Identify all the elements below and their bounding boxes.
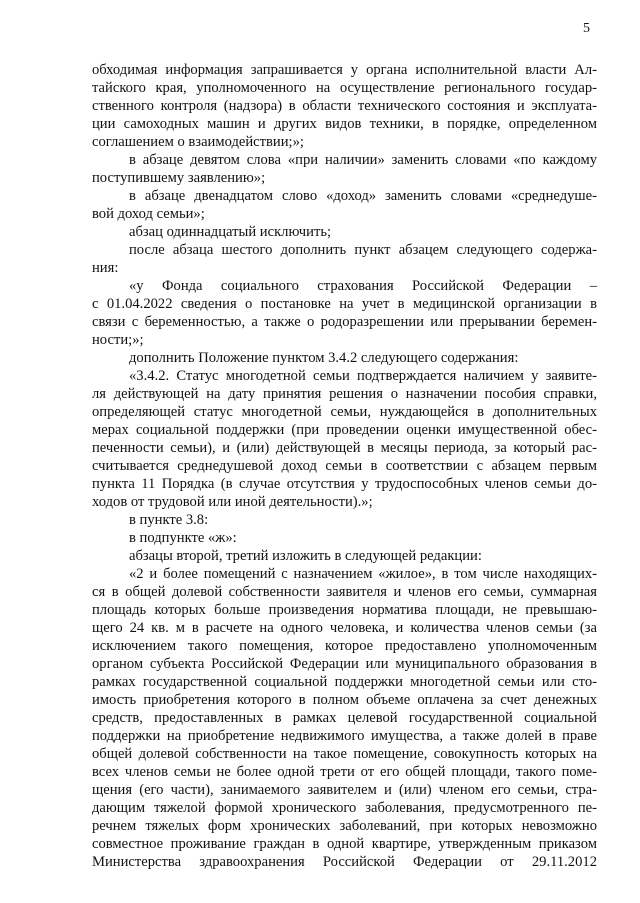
text-line: рамках государственной социальной поддержки многодетной семьи или сто-: [92, 674, 597, 690]
text-line: связи с беременностью, а также о родоразрешении или прерывании беремен-: [92, 314, 597, 330]
text-line: в абзаце девятом слова «при наличии» заменить словами «по каждому: [129, 152, 597, 168]
text-line: исключением такого помещения, которое предоставлено уполномоченным: [92, 638, 597, 654]
text-line: общей долевой собственности на такое помещение, совокупность которых на: [92, 746, 597, 762]
text-line: Министерства здравоохранения Российской Федерации от 29.11.2012: [92, 854, 597, 870]
text-line: «у Фонда социального страхования Российской Федерации –: [129, 278, 597, 294]
text-line: мерах социальной поддержки (при проведении оценки имущественной обес-: [92, 422, 597, 438]
text-line: ственного контроля (надзора) в области технического состояния и эксплуата-: [92, 98, 597, 114]
text-line: обходимая информация запрашивается у органа исполнительной власти Ал-: [92, 62, 597, 78]
text-line: соглашением о взаимодействии;»;: [92, 134, 304, 150]
text-line: щего 24 кв. м в расчете на одного человека, и количества членов семьи (за: [92, 620, 597, 636]
text-line: абзацы второй, третий изложить в следующей редакции:: [129, 548, 482, 564]
page-number: 5: [583, 21, 590, 36]
text-line: вой доход семьи»;: [92, 206, 205, 222]
text-line: считывается среднедушевой доход семьи в соответствии с абзацем первым: [92, 458, 597, 474]
text-line: поддержки на приобретение недвижимого имущества, а также долей в праве: [92, 728, 597, 744]
text-line: ции самоходных машин и других видов техники, в порядке, определенном: [92, 116, 597, 132]
text-line: с 01.04.2022 сведения о постановке на учет в медицинской организации в: [92, 296, 597, 312]
text-line: «3.4.2. Статус многодетной семьи подтверждается наличием у заявите-: [129, 368, 597, 384]
text-line: органом субъекта Российской Федерации или муниципального образования в: [92, 656, 597, 672]
text-line: ности;»;: [92, 332, 144, 348]
text-line: в подпункте «ж»:: [129, 530, 237, 546]
text-line: дополнить Положение пунктом 3.4.2 следующего содержания:: [129, 350, 519, 366]
text-line: пункта 11 Порядка (в случае отсутствия у трудоспособных членов семьи до-: [92, 476, 597, 492]
text-line: площадь которых больше произведения норматива площади, не превышаю-: [92, 602, 597, 618]
text-line: имость приобретения которого в полном объеме оплачена за счет денежных: [92, 692, 597, 708]
text-line: совместное проживание граждан в одной квартире, утвержденным приказом: [92, 836, 597, 852]
document-body: [92, 61, 597, 871]
text-line: ля действующей на дату принятия решения о назначении пособия справки,: [92, 386, 597, 402]
text-line: ходов от трудовой или иной деятельности).»;: [92, 494, 373, 510]
text-line: печенности семьи), и (или) действующей в месяцы периода, за который рас-: [92, 440, 597, 456]
text-line: в пункте 3.8:: [129, 512, 209, 528]
text-line: тайского края, уполномоченного на осуществление регионального государ-: [92, 80, 597, 96]
text-line: после абзаца шестого дополнить пункт абзацем следующего содержа-: [129, 242, 597, 258]
text-line: поступившему заявлению»;: [92, 170, 266, 186]
text-line: ся в общей долевой собственности заявителя и членов его семьи, суммарная: [92, 584, 597, 600]
text-line: всех членов семьи не более одной трети от его общей площади, такого поме-: [92, 764, 597, 780]
text-line: ния:: [92, 260, 119, 276]
text-line: дающим тяжелой формой хронического заболевания, предусмотренного пе-: [92, 800, 597, 816]
text-line: в абзаце двенадцатом слово «доход» заменить словами «среднедуше-: [129, 188, 597, 204]
text-line: щения (его части), занимаемого заявителем и (или) членом его семьи, стра-: [92, 782, 597, 798]
text-line: средств, предоставленных в рамках целевой государственной социальной: [92, 710, 597, 726]
text-line: «2 и более помещений с назначением «жилое», в том числе находящих-: [129, 566, 597, 582]
text-line: речнем тяжелых форм хронических заболеваний, при которых невозможно: [92, 818, 597, 834]
text-line: абзац одиннадцатый исключить;: [129, 224, 332, 240]
text-line: определяющей статус многодетной семьи, нуждающейся в дополнительных: [92, 404, 597, 420]
